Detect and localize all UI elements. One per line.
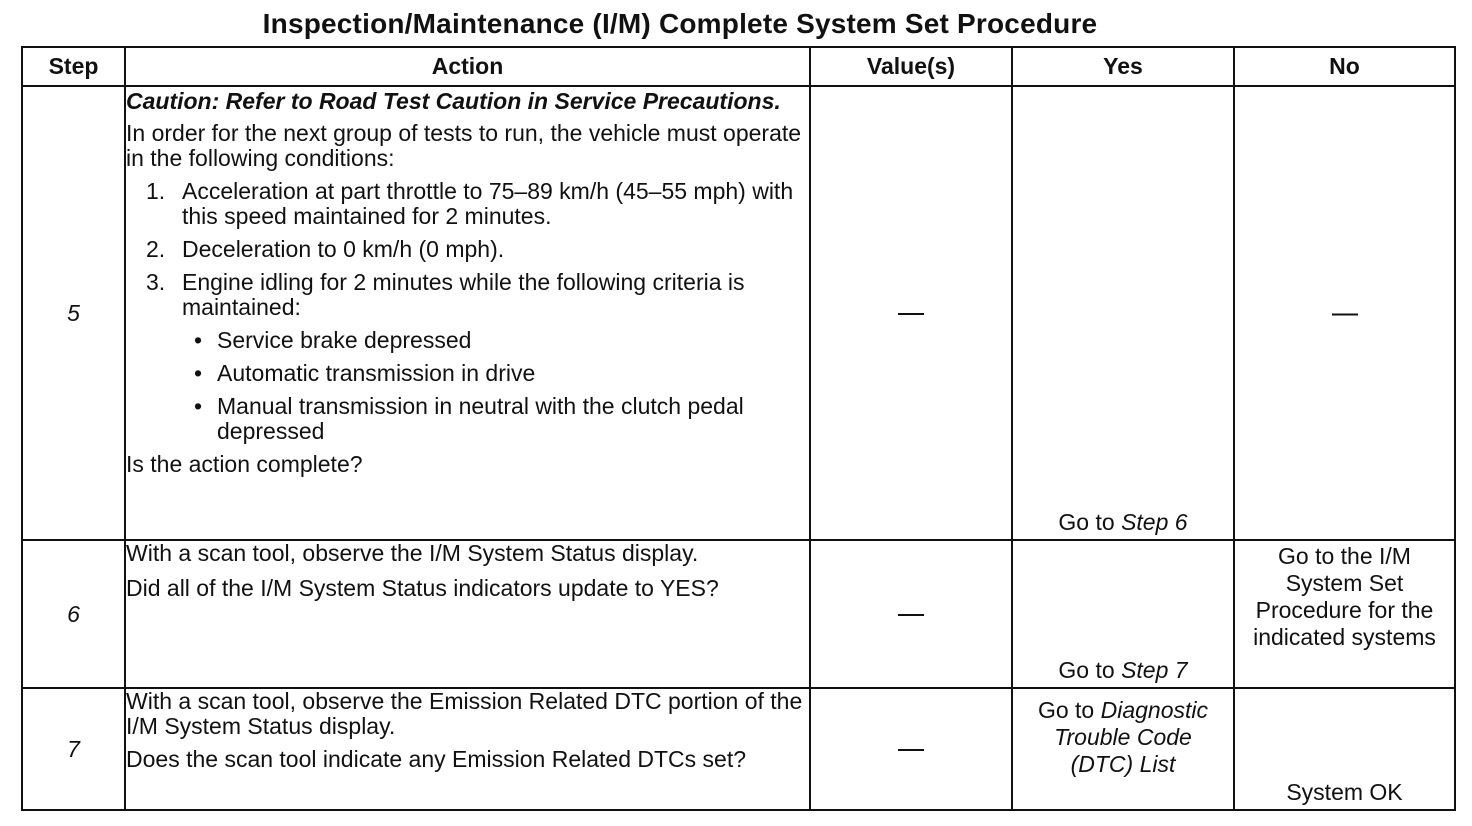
criteria-item <box>182 361 809 386</box>
criteria-text: Manual transmission in neutral with the clutch pedal depressed <box>217 393 744 444</box>
header-yes: Yes <box>1012 47 1234 86</box>
bullet-icon: • <box>194 393 203 419</box>
go-to-step-link[interactable]: Step 6 <box>1121 509 1188 535</box>
action-instruction: With a scan tool, observe the I/M System Status display. <box>126 540 699 566</box>
no-cell <box>1234 86 1455 540</box>
yes-cell <box>1012 540 1234 688</box>
criteria-text: Automatic transmission in drive <box>217 360 536 386</box>
go-to-step-link[interactable]: Step 7 <box>1121 657 1188 683</box>
value-cell <box>810 86 1012 540</box>
value-cell <box>810 688 1012 810</box>
empty-value-dash <box>898 749 924 751</box>
no-action[interactable]: Go to the I/M System Set Procedure for the indicated systems <box>1253 543 1436 650</box>
action-question: Did all of the I/M System Status indicators update to YES? <box>126 575 719 601</box>
step-number: 6 <box>22 540 125 688</box>
caution-text: Caution: Refer to Road Test Caution in Service Precautions. <box>126 88 781 114</box>
criteria-item <box>182 328 809 353</box>
yes-action <box>1013 697 1233 778</box>
document-title: Inspection/Maintenance (I/M) Complete System Set Procedure <box>262 8 1098 39</box>
step-number: 5 <box>22 86 125 540</box>
header-row <box>22 47 1455 86</box>
no-action <box>1235 301 1454 326</box>
action-cell <box>125 540 810 688</box>
yes-action <box>1013 658 1233 683</box>
condition-item <box>126 237 809 262</box>
condition-text: Deceleration to 0 km/h (0 mph). <box>182 236 505 262</box>
condition-number: 1. <box>146 178 166 204</box>
criteria-item <box>182 394 809 444</box>
no-action: System OK <box>1286 779 1403 805</box>
action-question: Does the scan tool indicate any Emission Related DTCs set? <box>126 746 747 772</box>
condition-item <box>126 179 809 229</box>
yes-cell <box>1012 86 1234 540</box>
condition-number: 3. <box>146 269 166 295</box>
procedure-table <box>21 46 1456 811</box>
action-cell <box>125 688 810 810</box>
go-to-prefix: Go to <box>1058 657 1122 683</box>
yes-action <box>1013 510 1233 535</box>
header-action: Action <box>125 47 810 86</box>
no-cell <box>1234 688 1455 810</box>
condition-list <box>126 179 809 444</box>
header-values: Value(s) <box>810 47 1012 86</box>
bullet-icon: • <box>194 327 203 353</box>
go-to-prefix: Go to <box>1058 509 1122 535</box>
criteria-text: Service brake depressed <box>217 327 472 353</box>
go-to-prefix: Go to <box>1037 697 1101 723</box>
empty-value-dash <box>898 313 924 315</box>
condition-number: 2. <box>146 236 166 262</box>
action-cell <box>125 86 810 540</box>
condition-item <box>126 270 809 444</box>
step-number: 7 <box>22 688 125 810</box>
dtc-list-link[interactable]: Diagnostic Trouble Code (DTC) List <box>1054 697 1209 777</box>
criteria-list <box>182 328 809 444</box>
table-row-step-7 <box>22 688 1455 810</box>
condition-text: Acceleration at part throttle to 75–89 km/h (45–55 mph) with this speed maintained for 2 minutes. <box>182 178 794 229</box>
bullet-icon: • <box>194 360 203 386</box>
yes-cell <box>1012 688 1234 810</box>
empty-value-dash <box>1332 313 1358 315</box>
header-no: No <box>1234 47 1455 86</box>
action-question: Is the action complete? <box>126 451 363 477</box>
empty-value-dash <box>898 614 924 616</box>
action-instruction: With a scan tool, observe the Emission Related DTC portion of the I/M System Status display. <box>126 688 803 739</box>
no-cell <box>1234 540 1455 688</box>
value-cell <box>810 540 1012 688</box>
action-intro: In order for the next group of tests to run, the vehicle must operate in the following conditions: <box>126 120 802 171</box>
header-step: Step <box>22 47 125 86</box>
table-row-step-5 <box>22 86 1455 540</box>
condition-text: Engine idling for 2 minutes while the following criteria is maintained: <box>182 269 745 320</box>
table-row-step-6 <box>22 540 1455 688</box>
